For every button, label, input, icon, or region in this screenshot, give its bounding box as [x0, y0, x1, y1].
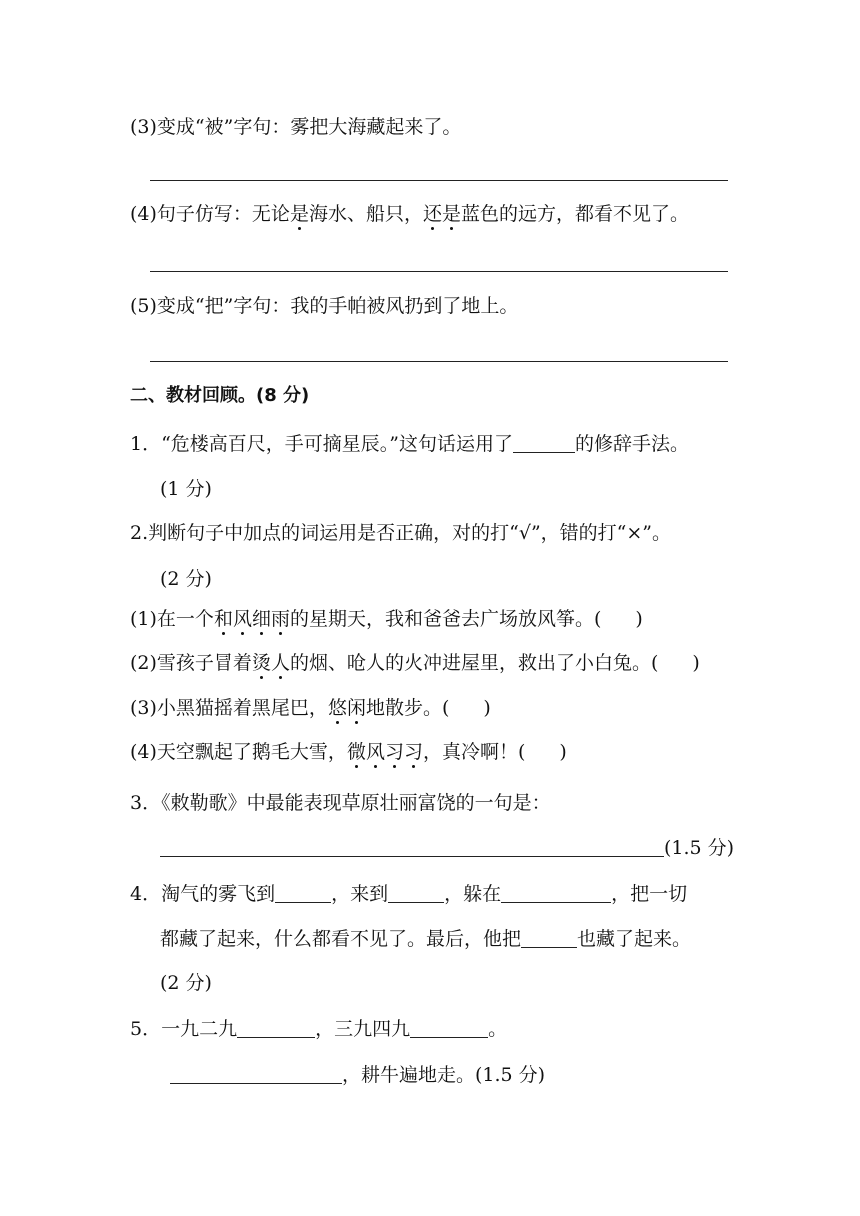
s2-question-3: 3．《敕勒歌》中最能表现草原壮丽富饶的一句是：: [130, 792, 551, 814]
question-4-imitate: (4)句子仿写：无论是海水、船只，还是蓝色的远方，都看不见了。: [130, 203, 690, 225]
dotted-char: 人: [270, 652, 290, 674]
dotted-char: 是: [441, 203, 461, 225]
dotted-char: 雨: [270, 608, 290, 630]
fill-blank[interactable]: [275, 884, 331, 903]
dotted-char: 习: [403, 741, 423, 763]
s2-q2-score: (2 分): [160, 568, 212, 590]
fill-blank[interactable]: [237, 1019, 315, 1038]
dotted-char: 和: [213, 608, 233, 630]
section-title: 二、教材回顾。(8 分): [130, 385, 310, 406]
dotted-char: 还: [422, 203, 442, 225]
fill-blank[interactable]: [521, 929, 577, 948]
s2-q5-line2: ，耕牛遍地走。(1.5 分): [170, 1065, 545, 1085]
s2-question-2: 2.判断句子中加点的词运用是否正确，对的打“√”，错的打“×”。: [130, 522, 672, 544]
answer-line-q4[interactable]: [150, 271, 728, 272]
question-5-rewrite-ba: (5)变成“把”字句：我的手帕被风扔到了地上。: [130, 295, 519, 317]
fill-blank[interactable]: [170, 1065, 342, 1084]
s2-q3-answer-row: (1.5 分): [160, 838, 734, 858]
dotted-char: 习: [384, 741, 404, 763]
question-3-rewrite-bei: (3)变成“被”字句：雾把大海藏起来了。: [130, 116, 462, 138]
fill-blank[interactable]: [410, 1019, 488, 1038]
s2-question-5: 5．一九二九 ，三九四九 。: [130, 1018, 508, 1040]
s2-q4-score: (2 分): [160, 972, 212, 994]
dotted-char: 风: [232, 608, 252, 630]
fill-blank[interactable]: [388, 884, 444, 903]
answer-line-q5[interactable]: [150, 361, 728, 362]
answer-line-q3[interactable]: [150, 180, 728, 181]
s2-question-1: 1．“危楼高百尺，手可摘星辰。”这句话运用了 的修辞手法。: [130, 433, 690, 455]
judge-item-4: (4)天空飘起了鹅毛大雪，微风习习，真冷啊！( ): [130, 741, 567, 763]
s2-q1-score: (1 分): [160, 478, 212, 500]
dotted-char: 悠: [327, 697, 347, 719]
s2-q4-line2: 都藏了起来，什么都看不见了。最后，他把 也藏了起来。: [160, 928, 692, 950]
fill-blank[interactable]: [513, 434, 575, 453]
dotted-char: 闲: [346, 697, 366, 719]
judge-item-1: (1)在一个和风细雨的星期天，我和爸爸去广场放风筝。( ): [130, 608, 643, 630]
s2-question-4: 4．淘气的雾飞到 ，来到 ，躲在 ，把一切: [130, 883, 688, 905]
dotted-char: 是: [289, 203, 309, 225]
fill-blank[interactable]: [501, 884, 611, 903]
judge-item-3: (3)小黑猫摇着黑尾巴，悠闲地散步。( ): [130, 697, 491, 719]
dotted-char: 细: [251, 608, 271, 630]
dotted-char: 烫: [251, 652, 271, 674]
fill-blank[interactable]: [160, 838, 664, 857]
dotted-char: 微: [346, 741, 366, 763]
dotted-char: 风: [365, 741, 385, 763]
judge-item-2: (2)雪孩子冒着烫人的烟、呛人的火冲进屋里，救出了小白兔。( ): [130, 652, 700, 674]
